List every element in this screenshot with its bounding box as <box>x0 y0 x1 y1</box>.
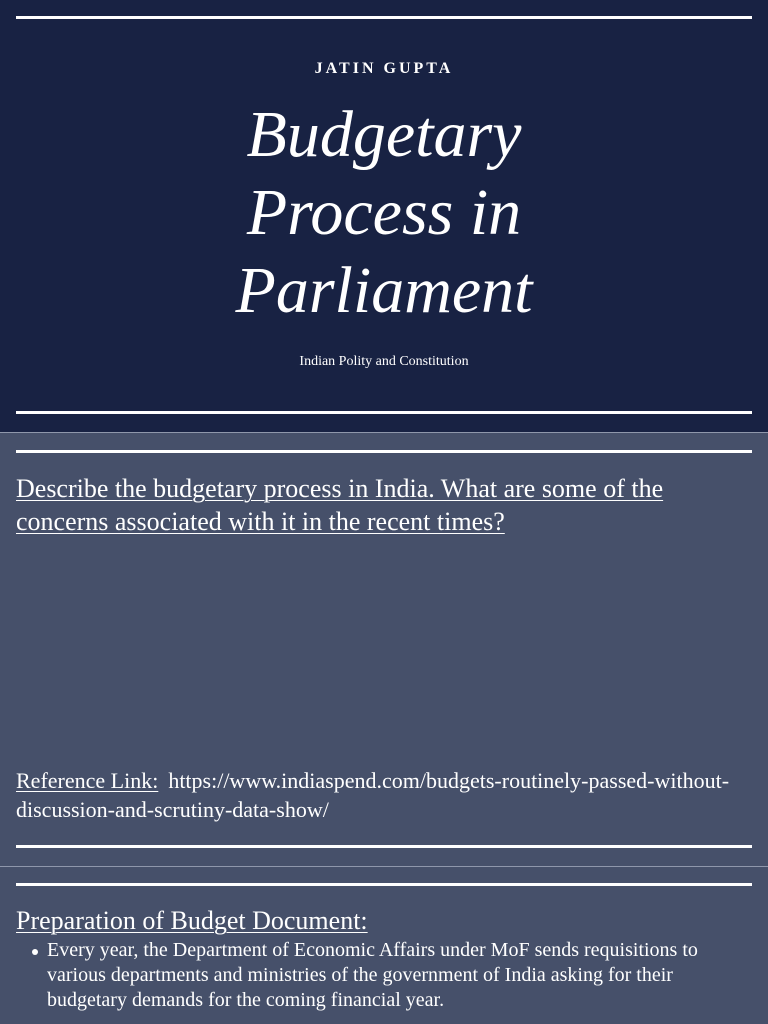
question-top-divider <box>16 450 752 453</box>
title-line-3: Parliament <box>235 254 533 327</box>
section-heading: Preparation of Budget Document: <box>16 906 368 935</box>
question-text: Describe the budgetary process in India. What are some of the concerns associated with it in the recent times? <box>16 474 664 536</box>
title-line-2: Process in <box>246 176 522 249</box>
cover-bottom-divider <box>16 411 752 414</box>
top-divider <box>16 16 752 19</box>
reference-link <box>16 766 752 824</box>
bullet-text: Every year, the Department of Economic Affairs under MoF sends requisitions to various departments and ministries of the government of India asking for their budgetary demands for the coming financial year. <box>47 939 698 1011</box>
title-line-1: Budgetary <box>246 98 522 171</box>
bullet-icon <box>32 949 38 955</box>
preparation-top-divider <box>16 883 752 886</box>
question-bottom-divider <box>16 845 752 848</box>
list-item <box>16 938 736 1013</box>
bullet-list <box>16 938 736 1013</box>
document-title <box>0 96 768 330</box>
author-name: JATIN GUPTA <box>314 60 454 77</box>
reference-url[interactable]: https://www.indiaspend.com/budgets-routinely-passed-without-discussion-and-scrutiny-data-show/ <box>16 768 730 822</box>
reference-label: Reference Link: <box>16 768 159 793</box>
document-subtitle: Indian Polity and Constitution <box>299 354 469 369</box>
